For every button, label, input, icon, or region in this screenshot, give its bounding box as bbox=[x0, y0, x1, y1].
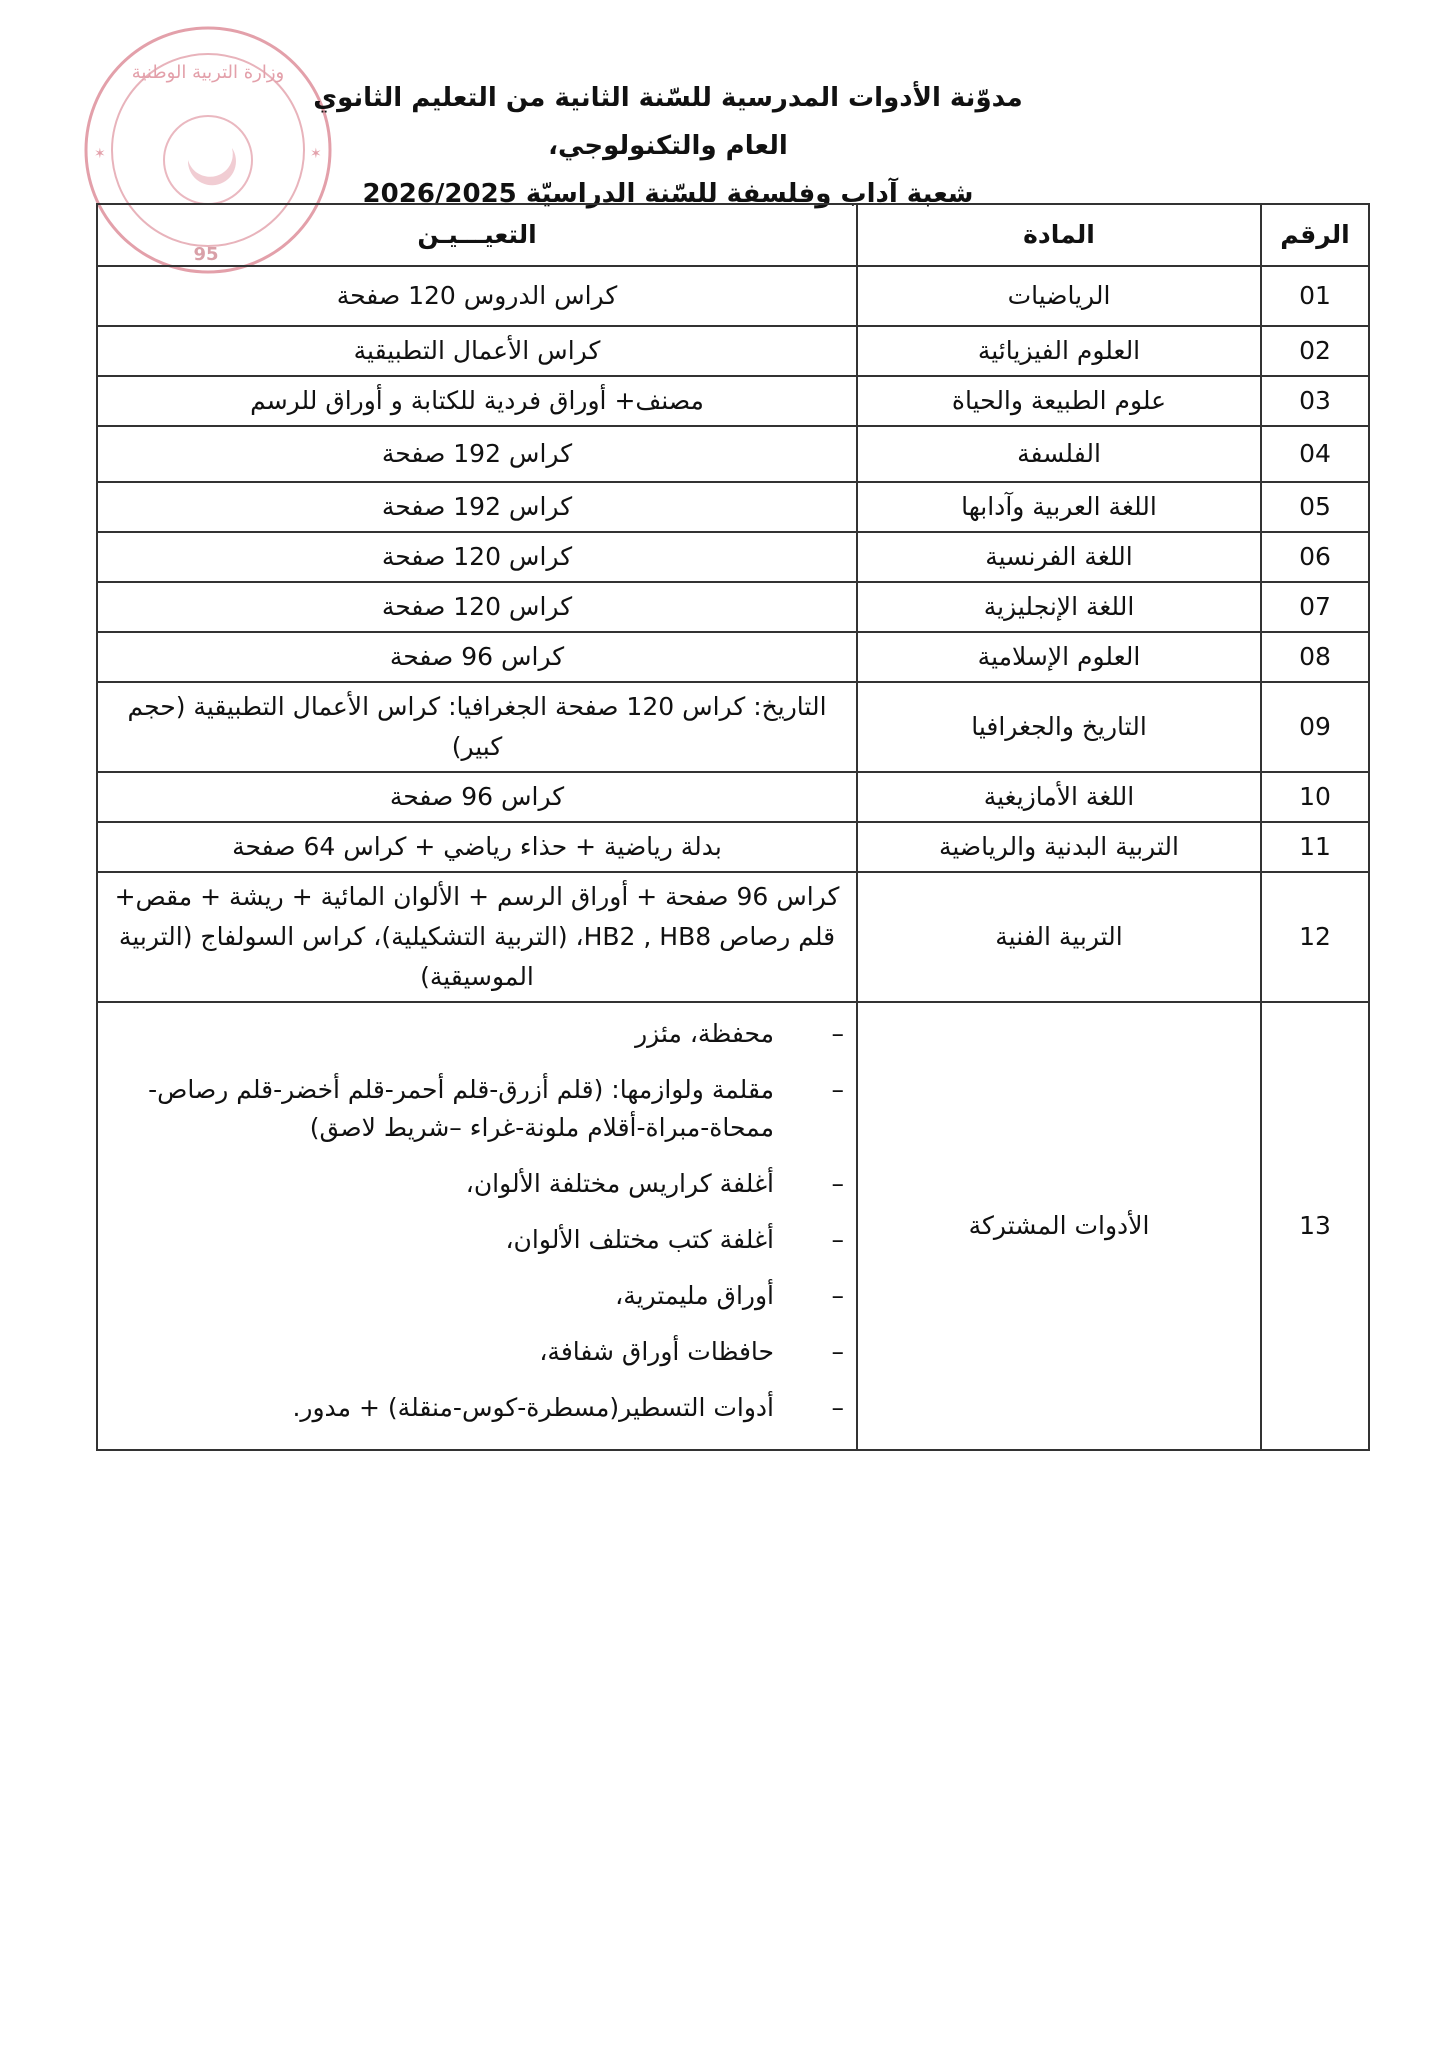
row-designation: كراس 120 صفحة bbox=[97, 532, 857, 582]
row-designation: مصنف+ أوراق فردية للكتابة و أوراق للرسم bbox=[97, 376, 857, 426]
table-row bbox=[97, 266, 1369, 326]
dash-bullet: – bbox=[831, 1169, 844, 1198]
star-icon-right: ✶ bbox=[310, 146, 322, 162]
row-subject: التاريخ والجغرافيا bbox=[857, 682, 1261, 772]
header-title-line2: شعبة آداب وفلسفة للسّنة الدراسيّة 2026/2025 bbox=[362, 179, 974, 209]
table-row bbox=[97, 326, 1369, 376]
list-item-text: أغلفة كراريس مختلفة الألوان، bbox=[465, 1169, 774, 1198]
row-subject: علوم الطبيعة والحياة bbox=[857, 376, 1261, 426]
dash-bullet: – bbox=[831, 1019, 844, 1048]
row-num: 01 bbox=[1261, 266, 1369, 326]
table-row bbox=[97, 872, 1369, 1002]
row-subject: الرياضيات bbox=[857, 266, 1261, 326]
table-row bbox=[97, 822, 1369, 872]
row-subject: التربية البدنية والرياضية bbox=[857, 822, 1261, 872]
list-item-text: أدوات التسطير(مسطرة-كوس-منقلة) + مدور. bbox=[292, 1393, 774, 1422]
list-item bbox=[110, 1015, 844, 1053]
row-designation: كراس 96 صفحة bbox=[97, 772, 857, 822]
list-item-text: أوراق مليمترية، bbox=[615, 1281, 774, 1310]
header-designation: التعيـــيـن bbox=[97, 204, 857, 266]
row-subject: الفلسفة bbox=[857, 426, 1261, 482]
dash-bullet: – bbox=[831, 1393, 844, 1422]
list-item bbox=[110, 1071, 844, 1147]
dash-bullet: – bbox=[831, 1075, 844, 1104]
row-designation: بدلة رياضية + حذاء رياضي + كراس 64 صفحة bbox=[97, 822, 857, 872]
list-item bbox=[110, 1277, 844, 1315]
row-num: 04 bbox=[1261, 426, 1369, 482]
supplies-table bbox=[96, 203, 1370, 1451]
list-item bbox=[110, 1165, 844, 1203]
row-num: 09 bbox=[1261, 682, 1369, 772]
table-row bbox=[97, 632, 1369, 682]
row-num: 05 bbox=[1261, 482, 1369, 532]
table-row bbox=[97, 426, 1369, 482]
row-num: 10 bbox=[1261, 772, 1369, 822]
row-subject: العلوم الإسلامية bbox=[857, 632, 1261, 682]
header-subject: المادة bbox=[857, 204, 1261, 266]
table-row bbox=[97, 532, 1369, 582]
document-header bbox=[288, 74, 1048, 218]
list-item-text: مقلمة ولوازمها: (قلم أزرق-قلم أحمر-قلم أخضر-قلم رصاص-ممحاة-مبراة-أقلام ملونة-غراء –شريط لاصق) bbox=[148, 1075, 774, 1142]
row-num: 13 bbox=[1261, 1002, 1369, 1450]
dash-bullet: – bbox=[831, 1225, 844, 1254]
header-num: الرقم bbox=[1261, 204, 1369, 266]
row-designation: كراس الدروس 120 صفحة bbox=[97, 266, 857, 326]
crescent-icon bbox=[188, 148, 236, 185]
star-icon-left: ✶ bbox=[94, 146, 106, 162]
row-subject: اللغة العربية وآدابها bbox=[857, 482, 1261, 532]
common-supplies-cell bbox=[97, 1002, 857, 1450]
row-subject: اللغة الفرنسية bbox=[857, 532, 1261, 582]
row-subject: اللغة الإنجليزية bbox=[857, 582, 1261, 632]
row-designation: كراس 192 صفحة bbox=[97, 426, 857, 482]
list-item-text: أغلفة كتب مختلف الألوان، bbox=[505, 1225, 774, 1254]
row-subject: العلوم الفيزيائية bbox=[857, 326, 1261, 376]
list-item bbox=[110, 1389, 844, 1427]
row-num: 06 bbox=[1261, 532, 1369, 582]
table-row bbox=[97, 772, 1369, 822]
table-row bbox=[97, 376, 1369, 426]
row-num: 02 bbox=[1261, 326, 1369, 376]
table-row bbox=[97, 682, 1369, 772]
list-item bbox=[110, 1333, 844, 1371]
row-subject: الأدوات المشتركة bbox=[857, 1002, 1261, 1450]
table-header-row bbox=[97, 204, 1369, 266]
list-item-text: محفظة، مئزر bbox=[635, 1019, 774, 1048]
row-num: 03 bbox=[1261, 376, 1369, 426]
row-num: 07 bbox=[1261, 582, 1369, 632]
table-row bbox=[97, 582, 1369, 632]
stamp-text: وزارة التربية الوطنية bbox=[131, 62, 285, 83]
row-num: 12 bbox=[1261, 872, 1369, 1002]
stamp-number: 95 bbox=[193, 244, 219, 265]
row-subject: التربية الفنية bbox=[857, 872, 1261, 1002]
header-title-line1: مدوّنة الأدوات المدرسية للسّنة الثانية من التعليم الثانوي العام والتكنولوجي، bbox=[313, 83, 1023, 161]
table-row bbox=[97, 482, 1369, 532]
row-designation: كراس 120 صفحة bbox=[97, 582, 857, 632]
stamp-emblem bbox=[164, 116, 252, 204]
list-item-text: حافظات أوراق شفافة، bbox=[539, 1337, 774, 1366]
common-supplies-list bbox=[110, 1015, 844, 1427]
dash-bullet: – bbox=[831, 1281, 844, 1310]
list-item bbox=[110, 1221, 844, 1259]
dash-bullet: – bbox=[831, 1337, 844, 1366]
row-designation: كراس 96 صفحة + أوراق الرسم + الألوان المائية + ريشة + مقص+ قلم رصاص HB2 , HB8، (التربية التشكيلية)، كراس السولفاج (التربية الموسيقية) bbox=[97, 872, 857, 1002]
row-designation: كراس 192 صفحة bbox=[97, 482, 857, 532]
row-designation: كراس الأعمال التطبيقية bbox=[97, 326, 857, 376]
row-num: 08 bbox=[1261, 632, 1369, 682]
table-row-common bbox=[97, 1002, 1369, 1450]
row-designation: كراس 96 صفحة bbox=[97, 632, 857, 682]
row-num: 11 bbox=[1261, 822, 1369, 872]
row-subject: اللغة الأمازيغية bbox=[857, 772, 1261, 822]
row-designation: التاريخ: كراس 120 صفحة الجغرافيا: كراس الأعمال التطبيقية (حجم كبير) bbox=[97, 682, 857, 772]
